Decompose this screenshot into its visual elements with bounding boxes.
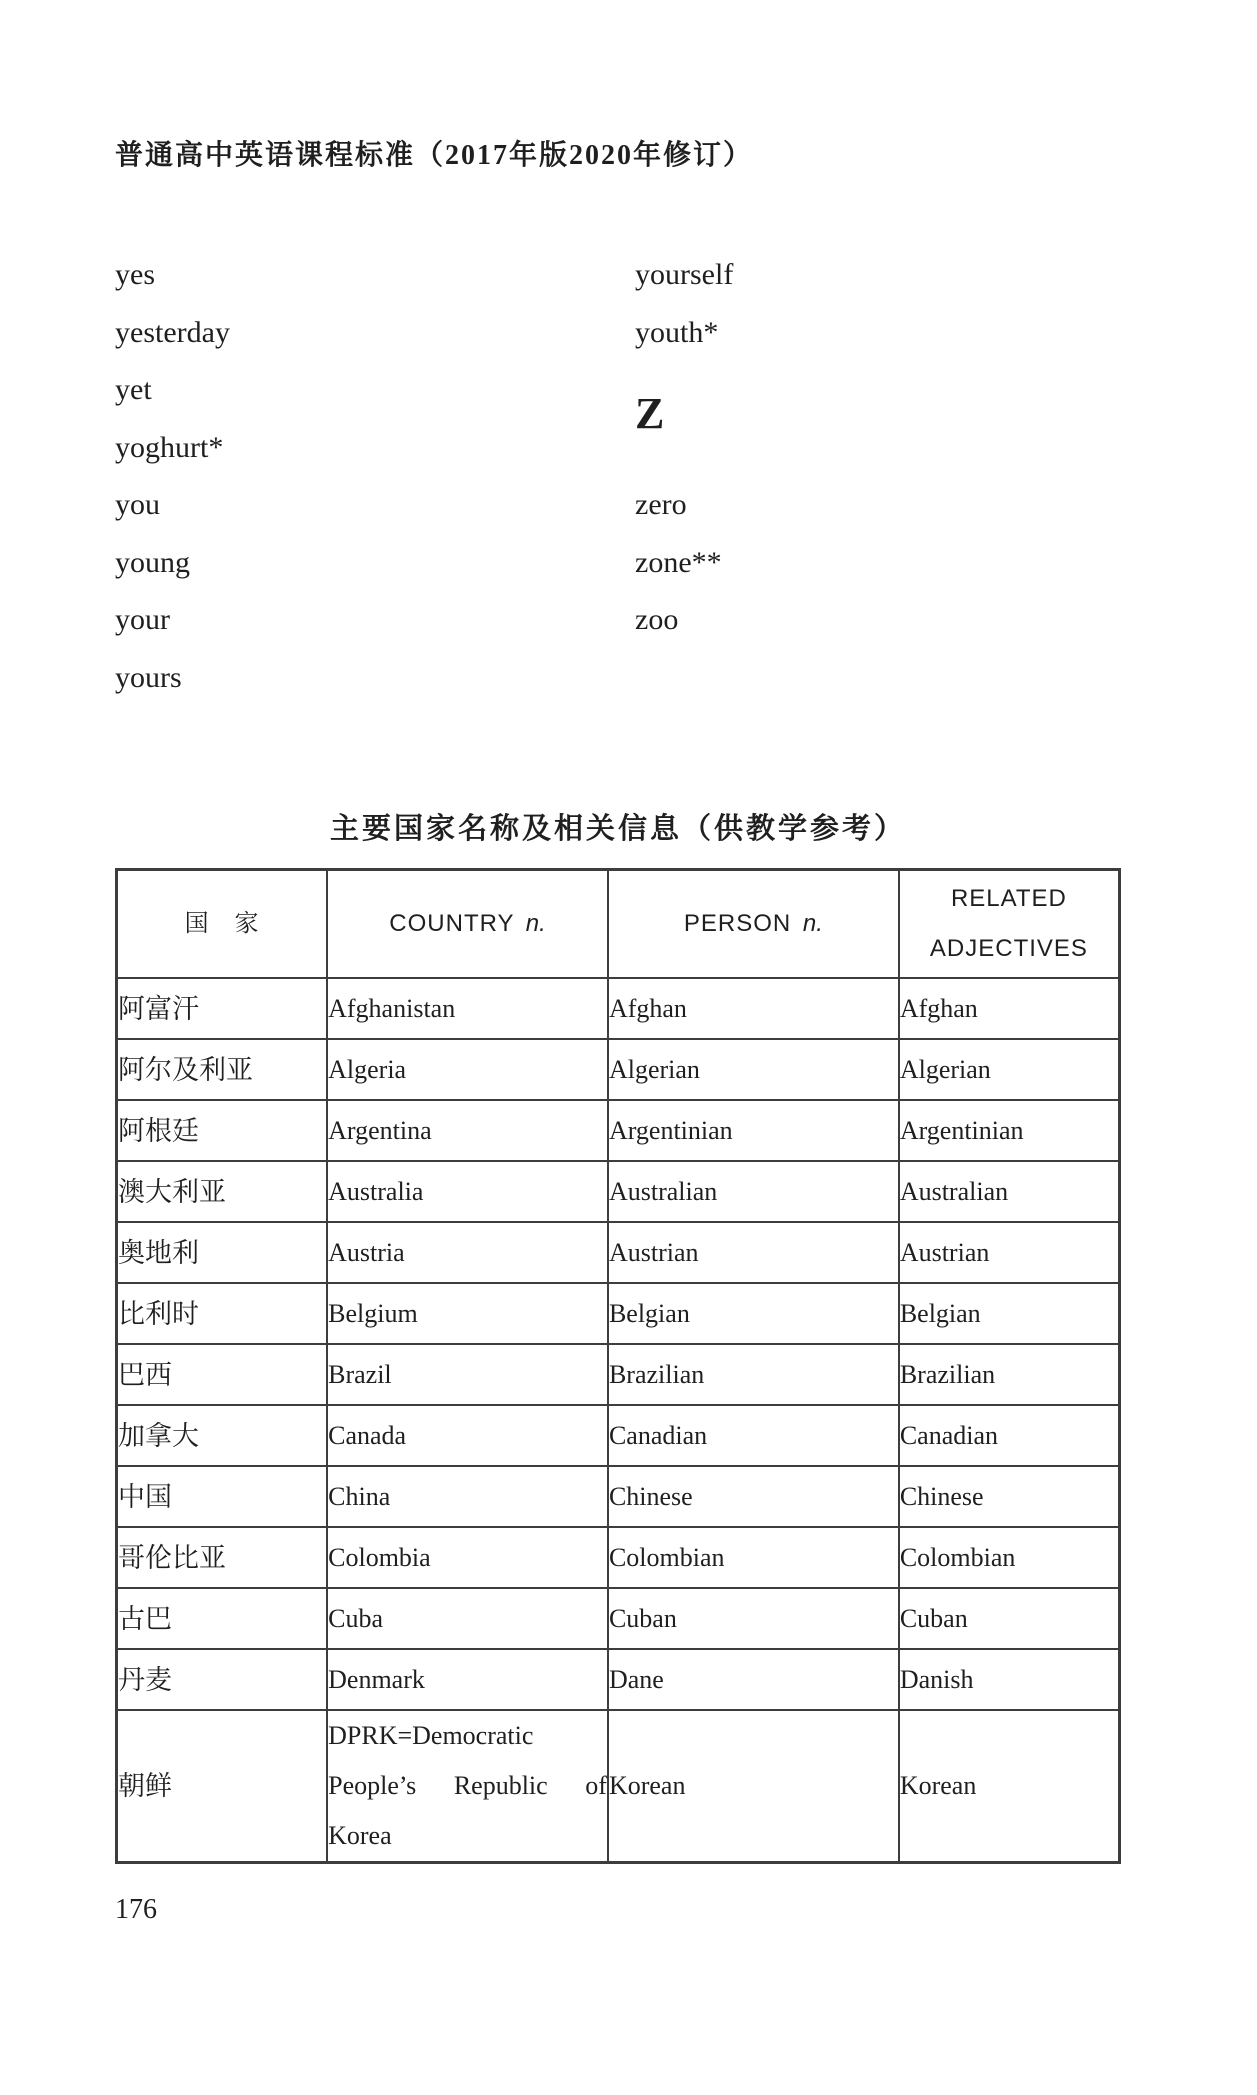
country-cn-cell: 阿根廷	[117, 1100, 328, 1161]
section-letter-z: Z	[635, 389, 665, 438]
word-item: yoghurt*	[115, 430, 224, 464]
word-item: youth*	[635, 315, 719, 349]
word-item: young	[115, 545, 190, 579]
country-cn-cell: 古巴	[117, 1588, 328, 1649]
table-title: 主要国家名称及相关信息（供教学参考）	[329, 813, 906, 845]
table-row	[117, 1649, 1120, 1710]
word-item: zero	[635, 488, 687, 521]
running-header: 普通高中英语课程标准（2017年版2020年修订）	[115, 140, 754, 171]
word-item: you	[115, 488, 160, 521]
adjective-cell: Cuban	[899, 1588, 1120, 1649]
country-cn-cell: 丹麦	[117, 1649, 328, 1710]
table-row	[117, 1283, 1120, 1344]
person-cell: Belgian	[608, 1283, 899, 1344]
country-cell: China	[327, 1466, 608, 1527]
column-header-related-adjectives-label: RELATED ADJECTIVES	[929, 885, 1088, 962]
country-cell: Colombia	[327, 1527, 608, 1588]
adjective-cell: Chinese	[899, 1466, 1120, 1527]
column-header-guojia	[117, 870, 328, 979]
country-cell: Brazil	[327, 1344, 608, 1405]
adjective-cell: Afghan	[899, 978, 1120, 1039]
wordlist-left-column	[115, 246, 230, 706]
word-item: yet	[115, 373, 152, 406]
table-row	[117, 1161, 1120, 1222]
adjective-cell: Colombian	[899, 1527, 1120, 1588]
person-cell: Colombian	[608, 1527, 899, 1588]
country-cn-cell: 比利时	[117, 1283, 328, 1344]
column-header-country-label: COUNTRY	[389, 910, 515, 937]
adjective-cell: Canadian	[899, 1405, 1120, 1466]
page-number: 176	[115, 1894, 157, 1925]
word-item: yesterday	[115, 315, 230, 349]
country-cell: Canada	[327, 1405, 608, 1466]
country-cell: Belgium	[327, 1283, 608, 1344]
person-cell: Algerian	[608, 1039, 899, 1100]
adjective-cell: Brazilian	[899, 1344, 1120, 1405]
wordlist-right-column-bottom	[635, 476, 722, 649]
country-cell: DPRK=Democratic People’s Republic of Korea	[327, 1710, 608, 1863]
country-cn-cell: 哥伦比亚	[117, 1527, 328, 1588]
word-item: zoo	[635, 603, 679, 636]
column-header-guojia-label: 国 家	[184, 910, 260, 937]
adjective-cell: Belgian	[899, 1283, 1120, 1344]
table-row	[117, 1039, 1120, 1100]
column-header-country	[327, 870, 608, 979]
adjective-cell: Algerian	[899, 1039, 1120, 1100]
person-cell: Afghan	[608, 978, 899, 1039]
country-cell: Australia	[327, 1161, 608, 1222]
word-item: yourself	[635, 258, 734, 291]
person-cell: Korean	[608, 1710, 899, 1863]
person-cell: Chinese	[608, 1466, 899, 1527]
word-item: yes	[115, 258, 155, 291]
country-cn-cell: 朝鲜	[117, 1710, 328, 1863]
country-cn-cell: 中国	[117, 1466, 328, 1527]
person-cell: Brazilian	[608, 1344, 899, 1405]
column-header-person-label: PERSON	[683, 910, 792, 937]
word-item: zone**	[635, 545, 722, 579]
country-cell: Algeria	[327, 1039, 608, 1100]
country-cell: Afghanistan	[327, 978, 608, 1039]
person-cell: Argentinian	[608, 1100, 899, 1161]
word-item: your	[115, 603, 170, 636]
person-cell: Austrian	[608, 1222, 899, 1283]
adjective-cell: Austrian	[899, 1222, 1120, 1283]
person-cell: Dane	[608, 1649, 899, 1710]
person-cell: Australian	[608, 1161, 899, 1222]
table-row	[117, 1222, 1120, 1283]
table-row	[117, 1344, 1120, 1405]
countries-table	[115, 868, 1121, 1864]
adjective-cell: Korean	[899, 1710, 1120, 1863]
column-header-related-adjectives	[899, 870, 1120, 979]
country-cell: Argentina	[327, 1100, 608, 1161]
table-row	[117, 1405, 1120, 1466]
country-cn-cell: 加拿大	[117, 1405, 328, 1466]
column-header-country-n-suffix: n.	[525, 910, 546, 937]
table-row	[117, 1710, 1120, 1863]
country-cn-cell: 巴西	[117, 1344, 328, 1405]
country-cn-cell: 澳大利亚	[117, 1161, 328, 1222]
country-cn-cell: 奥地利	[117, 1222, 328, 1283]
table-row	[117, 978, 1120, 1039]
column-header-person-n-suffix: n.	[802, 910, 823, 937]
table-row	[117, 1588, 1120, 1649]
table-row	[117, 1100, 1120, 1161]
adjective-cell: Australian	[899, 1161, 1120, 1222]
country-cn-cell: 阿尔及利亚	[117, 1039, 328, 1100]
table-header-row	[117, 870, 1120, 979]
word-item: yours	[115, 660, 182, 694]
column-header-person	[608, 870, 899, 979]
adjective-cell: Argentinian	[899, 1100, 1120, 1161]
person-cell: Cuban	[608, 1588, 899, 1649]
country-cn-cell: 阿富汗	[117, 978, 328, 1039]
table-row	[117, 1527, 1120, 1588]
country-cell: Austria	[327, 1222, 608, 1283]
wordlist-right-column-top	[635, 246, 733, 361]
table-row	[117, 1466, 1120, 1527]
adjective-cell: Danish	[899, 1649, 1120, 1710]
country-cell: Denmark	[327, 1649, 608, 1710]
country-cell: Cuba	[327, 1588, 608, 1649]
person-cell: Canadian	[608, 1405, 899, 1466]
